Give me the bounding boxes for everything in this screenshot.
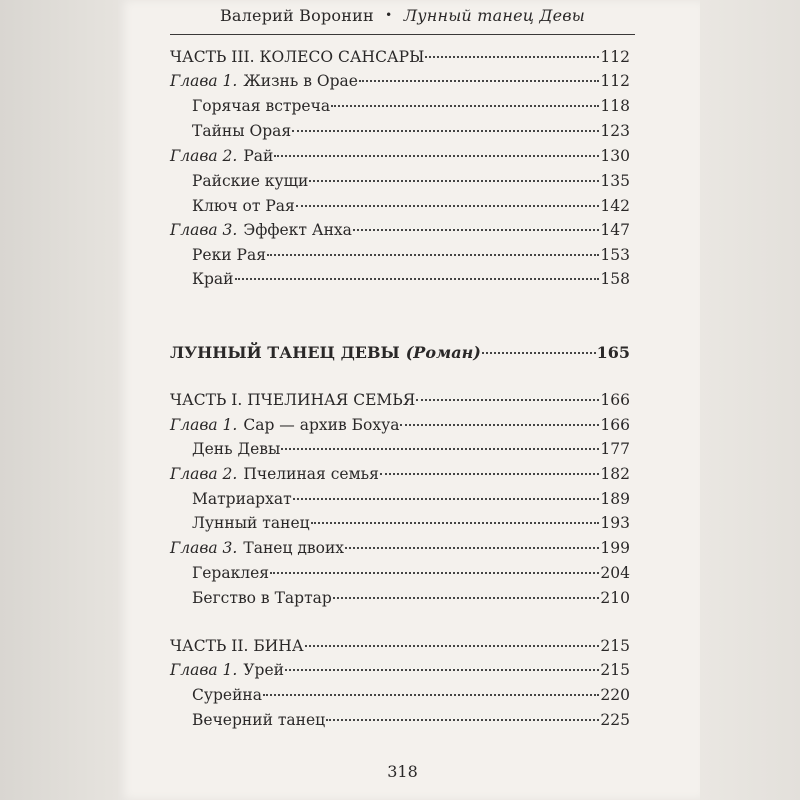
toc-chapter-prefix: Глава 3. (170, 539, 238, 557)
dot-leader (331, 104, 599, 107)
dot-leader (326, 718, 599, 721)
toc-entry (170, 564, 630, 588)
toc-title: Сар — архив Бохуа (243, 416, 400, 434)
toc-page-number: 142 (600, 197, 630, 215)
toc-title: Жизнь в Орае (243, 72, 358, 90)
toc-entry-label (170, 465, 379, 483)
toc-entry (170, 490, 630, 514)
toc-page-number: 189 (600, 490, 630, 508)
toc-title: ЛУННЫЙ ТАНЕЦ ДЕВЫ (170, 343, 400, 362)
background-right (700, 0, 800, 800)
toc-entry-label (192, 270, 234, 288)
page-number: 318 (387, 762, 418, 781)
header-author: Валерий Воронин (219, 6, 374, 25)
toc-entry (170, 686, 630, 710)
toc-entry-label (170, 72, 358, 90)
toc-entry-label (192, 564, 269, 582)
toc-entry (170, 514, 630, 538)
toc-entry (170, 197, 630, 221)
toc-title: ЧАСТЬ II. БИНА (170, 637, 304, 655)
dot-leader (309, 179, 599, 182)
toc-entry (170, 246, 630, 270)
toc-page-number: 225 (600, 711, 630, 729)
dot-leader (333, 596, 600, 599)
toc-page-number: 153 (600, 246, 630, 264)
dot-leader (281, 447, 599, 450)
toc-entry-label (192, 97, 330, 115)
toc-entry (170, 465, 630, 489)
toc-entry-label (170, 147, 273, 165)
toc-page-number: 158 (600, 270, 630, 288)
toc-title: Край (192, 270, 234, 288)
toc-chapter-prefix: Глава 2. (170, 465, 238, 483)
toc-page-number: 130 (600, 147, 630, 165)
dot-leader (263, 693, 599, 696)
toc-page-number: 215 (600, 637, 630, 655)
toc-title: Ключ от Рая (192, 197, 295, 215)
toc-entry (170, 72, 630, 96)
dot-leader (425, 55, 599, 58)
toc-title: Бегство в Тартар (192, 589, 332, 607)
toc-title: ЧАСТЬ I. ПЧЕЛИНАЯ СЕМЬЯ (170, 391, 416, 409)
toc-title: Матриархат (192, 490, 292, 508)
dot-leader (267, 253, 599, 256)
running-header (170, 6, 635, 36)
toc-entry-label (192, 440, 280, 458)
dot-leader (345, 546, 599, 549)
toc-title: Пчелиная семья (243, 465, 379, 483)
toc-chapter-prefix: Глава 1. (170, 416, 238, 434)
toc-title: ЧАСТЬ III. КОЛЕСО САНСАРЫ (170, 48, 425, 66)
header-separator: • (385, 8, 393, 22)
toc-entry (170, 539, 630, 563)
dot-leader (292, 129, 599, 132)
toc-title: Гераклея (192, 564, 270, 582)
toc-title: Сурейна (192, 686, 262, 704)
toc-entry-label (170, 637, 304, 655)
toc-entry-label (192, 246, 266, 264)
toc-entry-label (170, 416, 399, 434)
dot-leader (296, 204, 600, 207)
header-rule (170, 34, 635, 35)
dot-leader (293, 497, 600, 500)
toc-page-number: 165 (596, 343, 630, 362)
toc-entry-label (192, 197, 295, 215)
toc-page-number: 177 (600, 440, 630, 458)
toc-title: Горячая встреча (192, 97, 331, 115)
toc-entry (170, 122, 630, 146)
toc-title: Эффект Анха (243, 221, 352, 239)
toc-title: Лунный танец (192, 514, 310, 532)
toc-page-number: 112 (600, 48, 630, 66)
dot-leader (380, 472, 600, 475)
toc-page-number: 182 (600, 465, 630, 483)
toc-page-number: 199 (600, 539, 630, 557)
toc-entry-label (170, 391, 415, 409)
dot-leader (353, 228, 600, 231)
toc-chapter-prefix: Глава 1. (170, 661, 238, 679)
toc-page-number: 147 (600, 221, 630, 239)
toc-title: Танец двоих (243, 539, 345, 557)
toc-page-number: 135 (600, 172, 630, 190)
toc-entry-label (192, 122, 291, 140)
toc-title: Урей (243, 661, 284, 679)
dot-leader (359, 79, 599, 82)
toc-entry (170, 147, 630, 171)
toc-entry-label (192, 686, 262, 704)
toc-entry (170, 637, 630, 661)
dot-leader (416, 398, 599, 401)
toc-page-number: 220 (600, 686, 630, 704)
toc-entry (170, 48, 630, 72)
toc-entry-label (170, 343, 481, 362)
dot-leader (482, 351, 596, 354)
toc-page-number: 123 (600, 122, 630, 140)
dot-leader (285, 668, 599, 671)
toc-genre-note: (Роман) (405, 343, 481, 362)
toc-entry-label (170, 539, 344, 557)
dot-leader (305, 644, 600, 647)
toc-entry (170, 661, 630, 685)
dot-leader (274, 154, 599, 157)
toc-title: День Девы (192, 440, 281, 458)
toc-chapter-prefix: Глава 2. (170, 147, 238, 165)
facing-page-edge (0, 0, 118, 800)
toc-entry (170, 416, 630, 440)
toc-page-number: 166 (600, 391, 630, 409)
toc-title: Райские кущи (192, 172, 309, 190)
toc-page-number: 204 (600, 564, 630, 582)
toc-entry-label (192, 514, 310, 532)
toc-page-number: 166 (600, 416, 630, 434)
toc-entry (170, 440, 630, 464)
dot-leader (270, 571, 599, 574)
toc-page-number: 112 (600, 72, 630, 90)
toc-title: Реки Рая (192, 246, 266, 264)
toc-page-number: 215 (600, 661, 630, 679)
dot-leader (235, 277, 600, 280)
toc-entry (170, 97, 630, 121)
toc-entry-label (192, 490, 292, 508)
toc-entry (170, 270, 630, 294)
toc-entry (170, 172, 630, 196)
toc-entry-label (170, 48, 424, 66)
toc-page-number: 210 (600, 589, 630, 607)
toc-entry-label (170, 661, 284, 679)
toc-chapter-prefix: Глава 3. (170, 221, 238, 239)
toc-chapter-prefix: Глава 1. (170, 72, 238, 90)
dot-leader (311, 521, 600, 524)
toc-entry (170, 391, 630, 415)
toc-entry (170, 343, 630, 367)
toc-entry-label (192, 589, 332, 607)
toc-entry-label (192, 172, 308, 190)
toc-title: Тайны Орая (192, 122, 292, 140)
toc-entry (170, 589, 630, 613)
toc-page-number: 118 (600, 97, 630, 115)
toc-title: Вечерний танец (192, 711, 326, 729)
toc-title: Рай (243, 147, 274, 165)
toc-entry-label (170, 221, 352, 239)
toc-entry-label (192, 711, 325, 729)
toc-page-number: 193 (600, 514, 630, 532)
header-title: Лунный танец Девы (403, 6, 586, 25)
toc-entry (170, 711, 630, 735)
toc-entry (170, 221, 630, 245)
dot-leader (400, 423, 599, 426)
